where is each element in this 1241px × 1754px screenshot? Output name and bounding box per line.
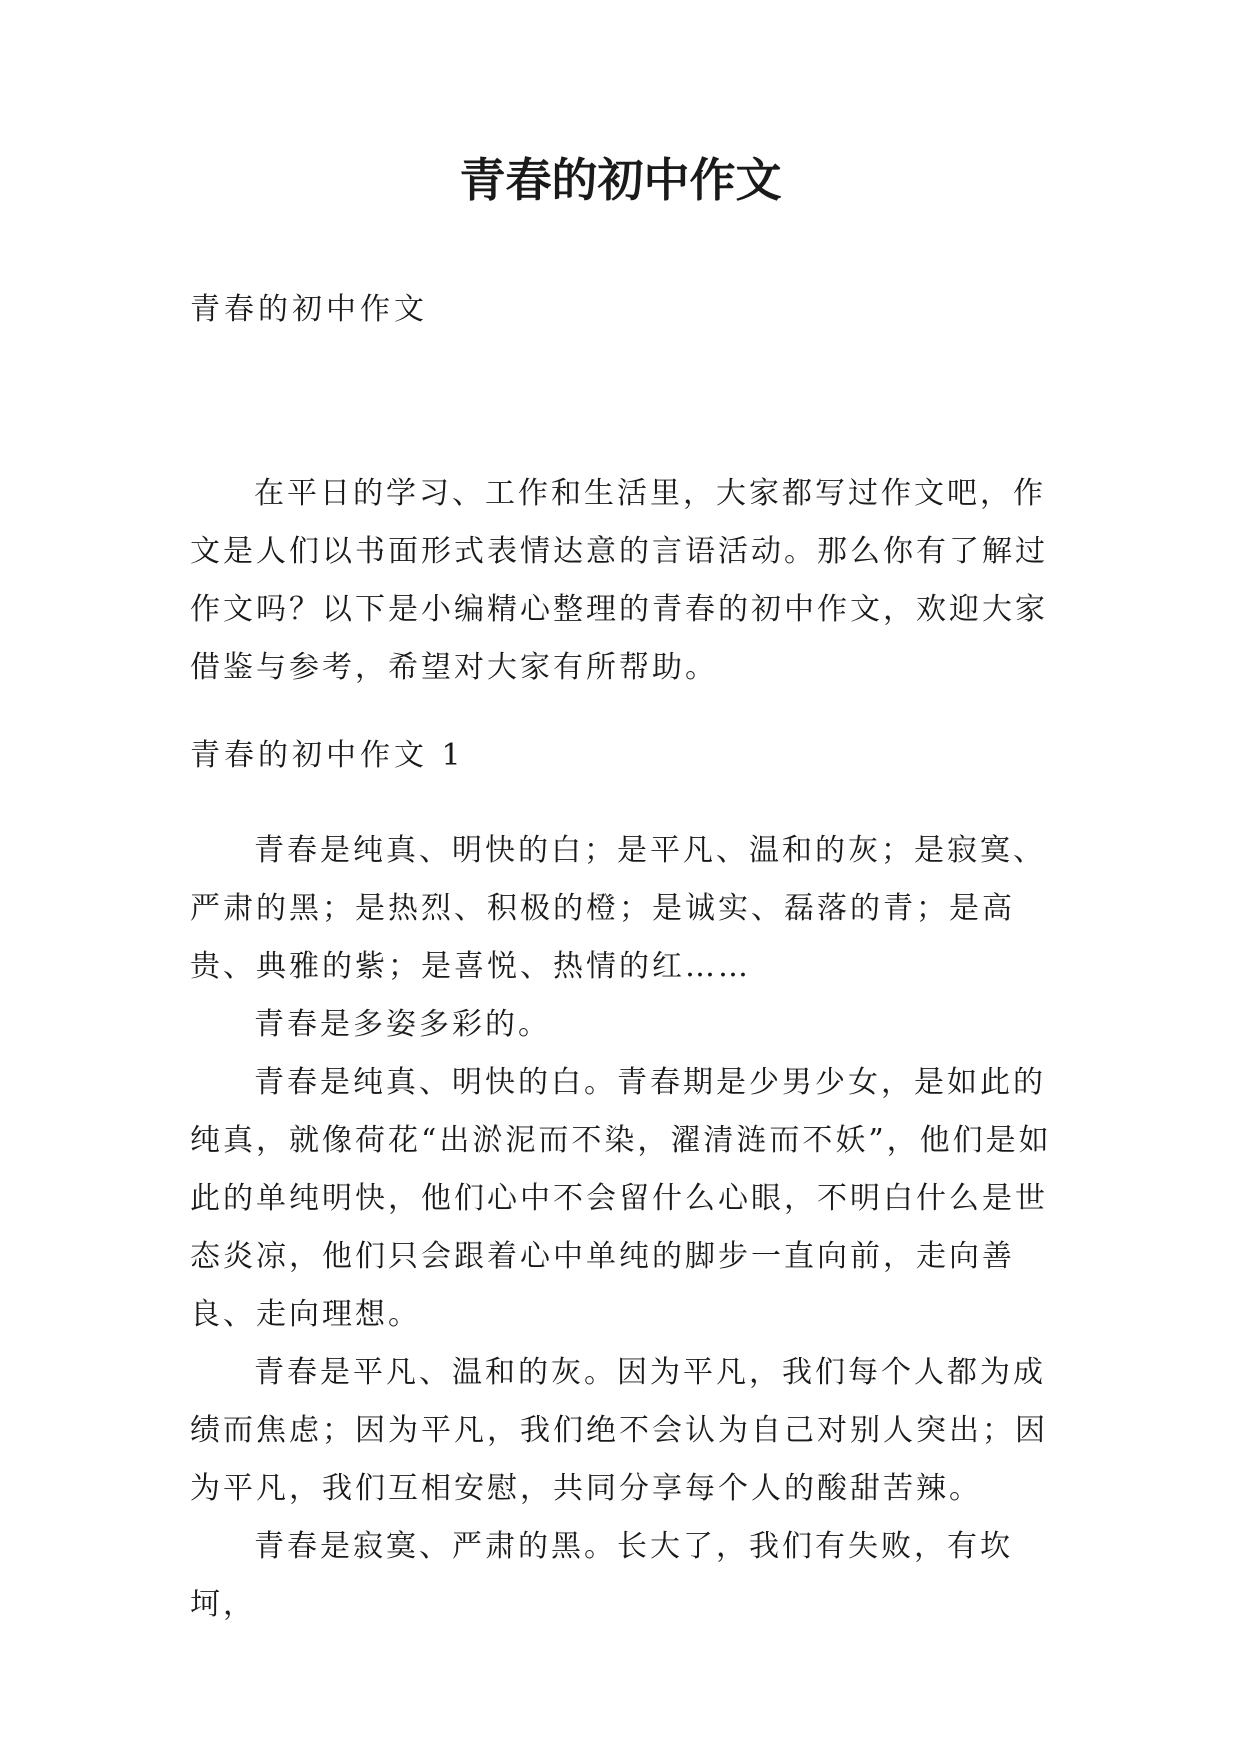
essay-paragraph: 青春是纯真、明快的白；是平凡、温和的灰；是寂寞、严肃的黑；是热烈、积极的橙；是诚实、磊落的青；是高贵、典雅的紫；是喜悦、热情的红…… (190, 833, 1046, 984)
section-heading: 青春的初中作文 1 (190, 738, 465, 773)
essay-paragraph: 青春是寂寞、严肃的黑。长大了，我们有失败，有坎坷， (190, 1529, 1013, 1622)
intro-paragraph: 在平日的学习、工作和生活里，大家都写过作文吧，作文是人们以书面形式表情达意的言语活动。那么你有了解过作文吗？以下是小编精心整理的青春的初中作文，欢迎大家借鉴与参考，希望对大家有所帮助。 (190, 476, 1048, 685)
document-title: 青春的初中作文 (459, 153, 782, 207)
essay-paragraph: 青春是多姿多彩的。 (254, 1007, 551, 1042)
document-subtitle: 青春的初中作文 (190, 292, 428, 327)
essay-paragraph: 青春是纯真、明快的白。青春期是少男少女，是如此的纯真，就像荷花“出淤泥而不染，濯清涟而不妖”，他们是如此的单纯明快，他们心中不会留什么心眼，不明白什么是世态炎凉，他们只会跟着心中单纯的脚步一直向前，走向善良、走向理想。 (190, 1065, 1052, 1332)
essay-paragraph: 青春是平凡、温和的灰。因为平凡，我们每个人都为成绩而焦虑；因为平凡，我们绝不会认为自己对别人突出；因为平凡，我们互相安慰，共同分享每个人的酸甜苦辣。 (190, 1355, 1048, 1506)
essay-body (190, 822, 1070, 1634)
